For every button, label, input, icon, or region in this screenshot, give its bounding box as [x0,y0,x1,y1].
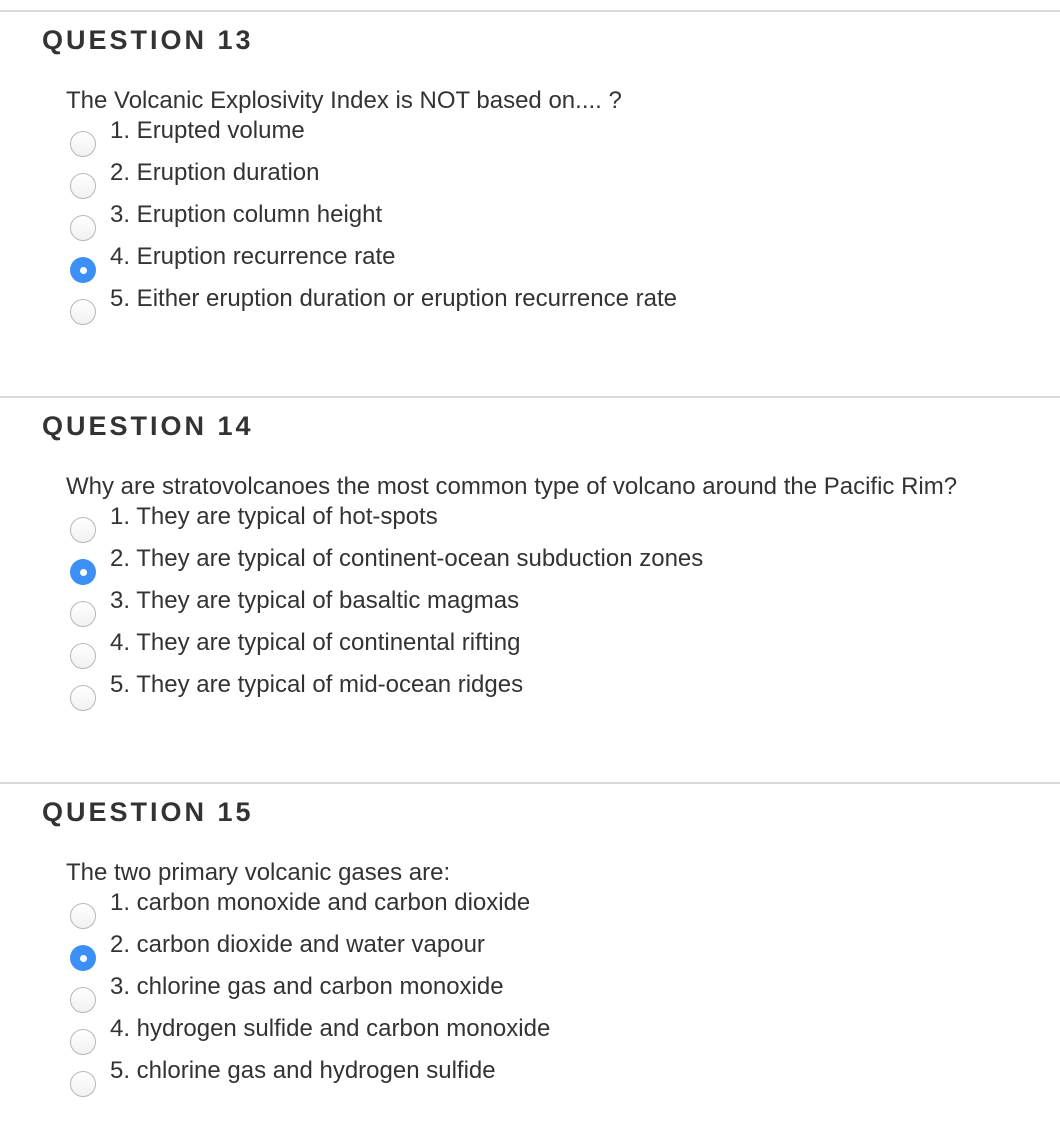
answer-label[interactable]: 4. They are typical of continental rifting [110,629,521,656]
radio-button[interactable] [70,1029,96,1055]
answer-label[interactable]: 3. Eruption column height [110,201,383,228]
radio-button-selected[interactable] [70,257,96,283]
answer-label[interactable]: 1. Erupted volume [110,117,305,144]
answer-label[interactable]: 1. They are typical of hot-spots [110,503,438,530]
radio-button[interactable] [70,903,96,929]
answer-label[interactable]: 2. They are typical of continent-ocean subduction zones [110,545,704,572]
answer-label[interactable]: 5. Either eruption duration or eruption recurrence rate [110,285,677,312]
answer-label[interactable]: 2. carbon dioxide and water vapour [110,931,485,958]
answer-label[interactable]: 2. Eruption duration [110,159,320,186]
question-title: QUESTION 13 [42,25,254,55]
answer-label[interactable]: 1. carbon monoxide and carbon dioxide [110,889,531,916]
answer-label[interactable]: 5. chlorine gas and hydrogen sulfide [110,1057,496,1084]
radio-button-selected[interactable] [70,945,96,971]
radio-button[interactable] [70,173,96,199]
radio-button[interactable] [70,987,96,1013]
radio-button[interactable] [70,1071,96,1097]
radio-button[interactable] [70,685,96,711]
answer-label[interactable]: 3. chlorine gas and carbon monoxide [110,973,504,1000]
radio-button[interactable] [70,215,96,241]
question-prompt: The Volcanic Explosivity Index is NOT based on.... ? [66,87,622,114]
answer-label[interactable]: 4. hydrogen sulfide and carbon monoxide [110,1015,551,1042]
radio-button-selected[interactable] [70,559,96,585]
question-13 [0,10,1060,397]
answer-label[interactable]: 4. Eruption recurrence rate [110,243,396,270]
question-14 [0,396,1060,783]
radio-button[interactable] [70,131,96,157]
radio-button[interactable] [70,299,96,325]
question-prompt: Why are stratovolcanoes the most common type of volcano around the Pacific Rim? [66,473,958,500]
radio-button[interactable] [70,601,96,627]
answer-label[interactable]: 5. They are typical of mid-ocean ridges [110,671,524,698]
question-title: QUESTION 15 [42,797,254,827]
radio-button[interactable] [70,517,96,543]
radio-button[interactable] [70,643,96,669]
question-15 [0,782,1060,1124]
question-title: QUESTION 14 [42,411,254,441]
question-prompt: The two primary volcanic gases are: [66,859,451,886]
answer-label[interactable]: 3. They are typical of basaltic magmas [110,587,520,614]
